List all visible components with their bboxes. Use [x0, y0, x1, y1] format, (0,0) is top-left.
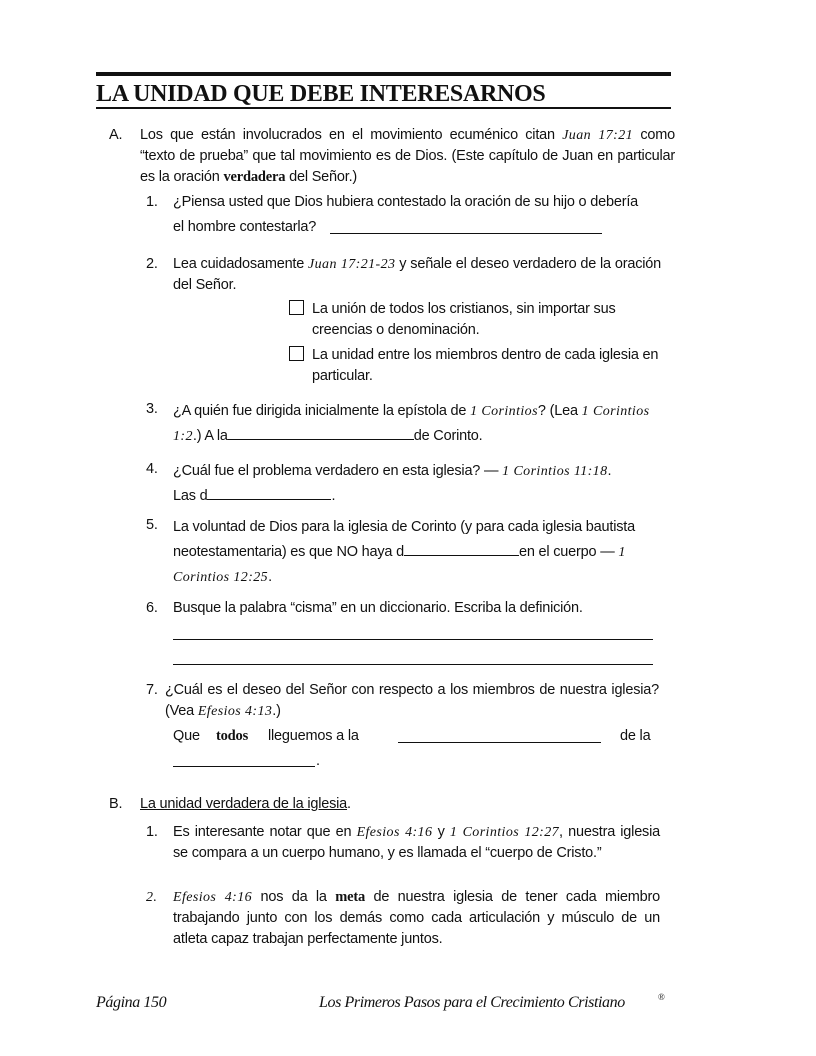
question-number: 4. [146, 461, 158, 477]
answer-blank-4[interactable] [207, 485, 331, 500]
question-number: 7. [146, 682, 158, 698]
question-1-line-1: ¿Piensa usted que Dios hubiera contestado la oración de su hijo o debería [173, 194, 639, 210]
question-number: 2. [146, 256, 158, 272]
scripture-ref: Efesios 4:13 [197, 704, 273, 719]
section-b-heading: La unidad verdadera de la iglesia. [140, 796, 351, 812]
question-1-line-2: el hombre contestarla? [173, 219, 317, 235]
question-number: 3. [146, 401, 158, 417]
question-5-text: La voluntad de Dios para la iglesia de Corinto (y para cada iglesia bautista neotestamentaria) es que NO haya d en el cuerpo — 1 Corintios 12:25. [173, 519, 635, 585]
option-2-text: La unidad entre los miembros dentro de cada iglesia en particular. [312, 347, 659, 384]
question-4-text: ¿Cuál fue el problema verdadero en esta iglesia? — 1 Corintios 11:18. Las d . [173, 463, 612, 504]
scripture-ref: Juan 17:21-23 [308, 257, 396, 272]
page-number: Página 150 [96, 994, 167, 1011]
scripture-ref: 1 Corintios [470, 404, 538, 419]
question-7-text: ¿Cuál es el deseo del Señor con respecto a los miembros de nuestra iglesia? (Vea Efesios 4:13.) [165, 682, 659, 719]
answer-line-6b[interactable] [173, 664, 653, 665]
answer-7-dela: de la [620, 728, 651, 744]
answer-line-6a[interactable] [173, 639, 653, 640]
header-rule [96, 72, 671, 76]
question-6-text: Busque la palabra “cisma” en un diccionario. Escriba la definición. [173, 600, 583, 616]
scripture-ref: Efesios 4:16 [356, 825, 433, 840]
book-title: Los Primeros Pasos para el Crecimiento Cristiano [319, 994, 625, 1011]
answer-7-todos: todos [216, 728, 249, 744]
page-title: LA UNIDAD QUE DEBE INTERESARNOS [96, 82, 671, 109]
answer-blank-3[interactable] [228, 425, 414, 440]
scripture-ref: 1 Corintios 12:27 [449, 825, 560, 840]
question-number: 1. [146, 824, 158, 840]
answer-line-1[interactable] [330, 233, 602, 234]
question-3-text: ¿A quién fue dirigida inicialmente la epístola de 1 Corintios? (Lea 1 Corintios 1:2.) A la de Corinto. [173, 403, 650, 444]
section-a-label: A. [109, 127, 123, 143]
b2-text: Efesios 4:16 nos da la meta de nuestra iglesia de tener cada miembro trabajando junto con los demás como cada articulación y músculo de un atleta capaz trabajan perfectamente juntos. [173, 889, 660, 947]
section-a-text: Los que están involucrados en el movimiento ecuménico citan Juan 17:21 como “texto de prueba” que tal movimiento es de Dios. (Este capítulo de Juan en particular es la oración verdadera del Señor.) [140, 127, 675, 185]
scripture-ref: Efesios 4:16 [173, 890, 253, 905]
b1-text: Es interesante notar que en Efesios 4:16 y 1 Corintios 12:27, nuestra iglesia se compara a un cuerpo humano, y es llamada el “cuerpo de Cristo.” [173, 824, 660, 861]
answer-7-lleguemos: lleguemos a la [268, 728, 359, 744]
answer-blank-5[interactable] [404, 541, 519, 556]
option-2-checkbox[interactable] [289, 346, 304, 361]
scripture-ref: 1 Corintios 11:18 [502, 464, 608, 479]
question-number: 2. [146, 890, 158, 905]
question-number: 6. [146, 600, 158, 616]
option-1-text: La unión de todos los cristianos, sin importar sus creencias o denominación. [312, 301, 616, 338]
answer-7-period: . [316, 753, 320, 769]
answer-7-que: Que [173, 728, 200, 744]
answer-line-7a[interactable] [398, 742, 601, 743]
option-1-checkbox[interactable] [289, 300, 304, 315]
scripture-ref: Juan 17:21 [562, 128, 634, 143]
question-number: 1. [146, 194, 158, 210]
section-b-label: B. [109, 796, 123, 812]
question-2-text: Lea cuidadosamente Juan 17:21-23 y señale el deseo verdadero de la oración del Señor. [173, 256, 661, 293]
question-number: 5. [146, 517, 158, 533]
registered-mark: ® [658, 992, 665, 1002]
scripture-ref: 1 Corintios 12:25 [173, 545, 626, 585]
answer-line-7b[interactable] [173, 766, 315, 767]
scripture-ref: 1 Corintios 1:2 [173, 404, 650, 444]
